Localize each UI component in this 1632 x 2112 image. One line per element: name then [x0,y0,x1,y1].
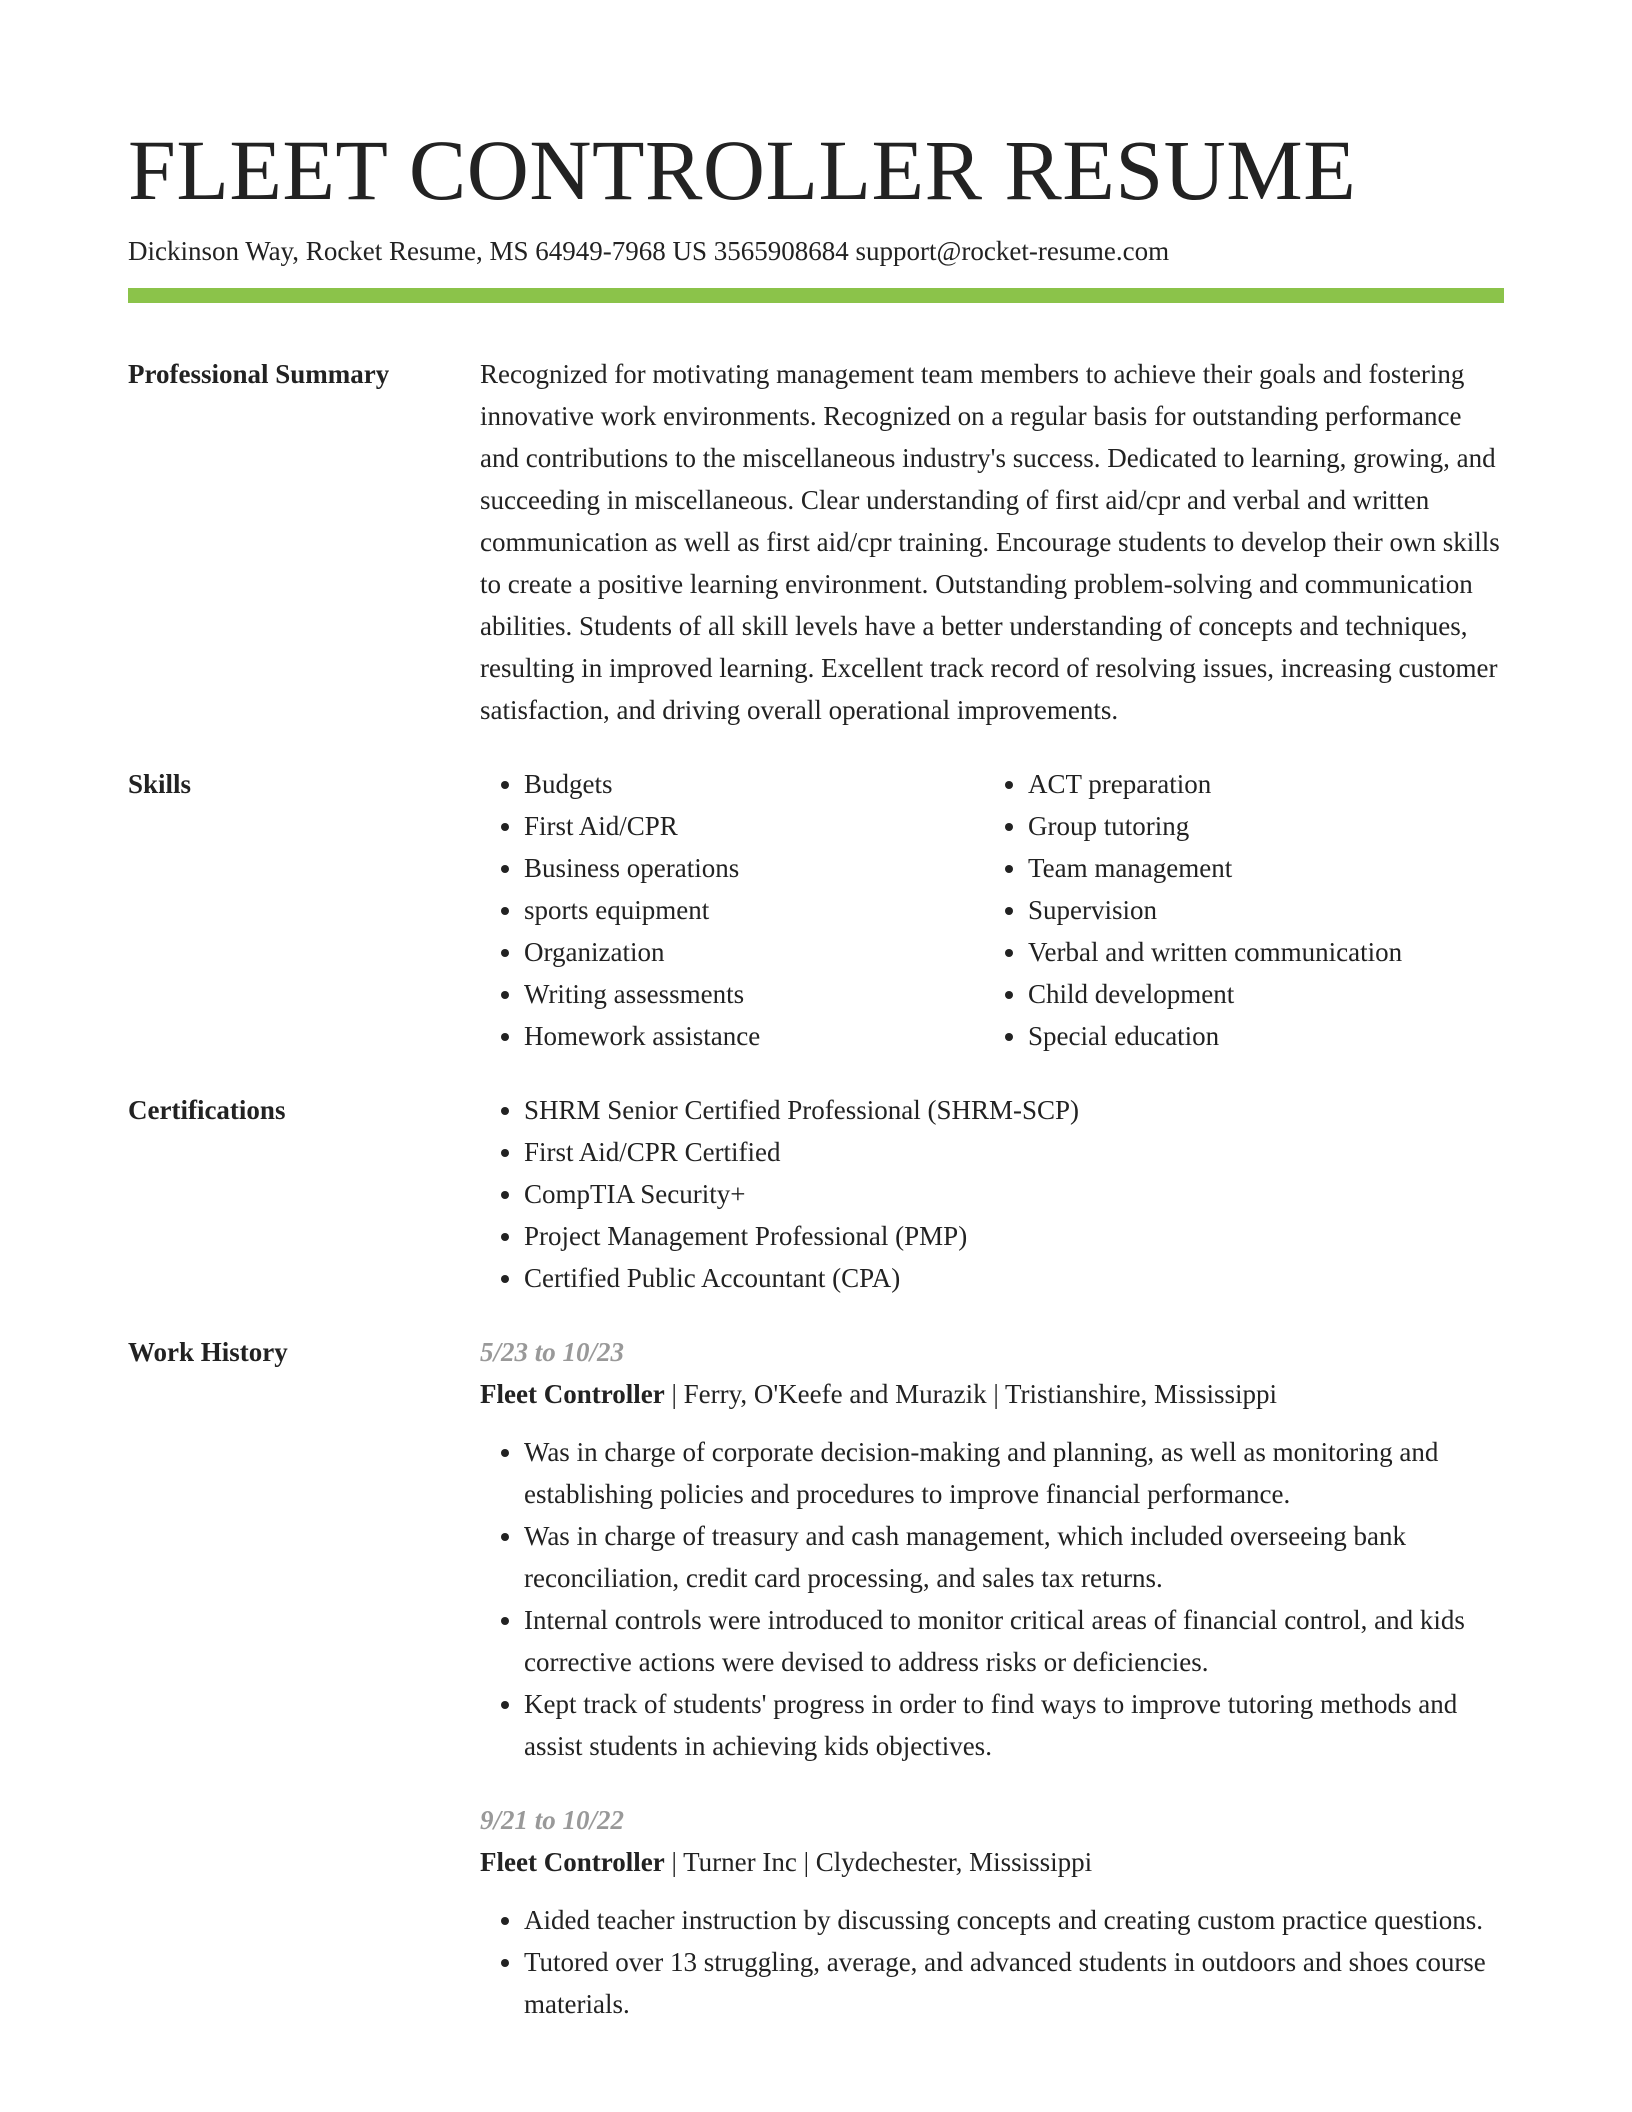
skill-item: • Supervision [1028,889,1488,931]
skill-item: • Homework assistance [524,1015,984,1057]
job-employer-location: | Ferry, O'Keefe and Murazik | Tristianshire, Mississippi [664,1379,1278,1409]
job-entry [480,1331,1504,1767]
skills-list-left [480,763,984,1057]
job-bullet: • Tutored over 13 struggling, average, and advanced students in outdoors and shoes course materials. [524,1941,1504,2025]
certification-item: • Certified Public Accountant (CPA) [524,1257,1504,1299]
header-divider [128,288,1504,303]
job-bullets [480,1899,1504,2025]
skill-item: • sports equipment [524,889,984,931]
certifications-section [128,1089,1504,1299]
job-title: Fleet Controller [480,1379,665,1409]
resume-page [128,0,1504,2057]
summary-section [128,353,1504,731]
certification-item: • Project Management Professional (PMP) [524,1215,1504,1257]
skill-item: • Budgets [524,763,984,805]
skill-item: • Team management [1028,847,1488,889]
skill-item: • ACT preparation [1028,763,1488,805]
skills-heading: Skills [128,769,192,799]
job-bullets [480,1431,1504,1767]
job-bullet: • Was in charge of treasury and cash management, which included overseeing bank reconciliation, credit card processing, and sales tax returns. [524,1515,1504,1599]
skill-item: • Child development [1028,973,1488,1015]
skill-item: • Special education [1028,1015,1488,1057]
summary-heading: Professional Summary [128,359,390,389]
certification-item: • SHRM Senior Certified Professional (SHRM-SCP) [524,1089,1504,1131]
certifications-list [480,1089,1504,1299]
skill-item: • Business operations [524,847,984,889]
job-entry [480,1799,1504,2025]
resume-title: FLEET CONTROLLER RESUME [128,122,1357,218]
job-bullet: • Kept track of students' progress in order to find ways to improve tutoring methods and assist students in achieving kids objectives. [524,1683,1504,1767]
certification-item: • CompTIA Security+ [524,1173,1504,1215]
contact-line: Dickinson Way, Rocket Resume, MS 64949-7968 US 3565908684 support@rocket-resume.com [128,236,1170,266]
summary-text: Recognized for motivating management team members to achieve their goals and fostering innovative work environments. Recognized on a regular basis for outstanding performance and contributions to the miscellaneous industry's success. Dedicated to learning, growing, and succeeding in miscellaneous. Clear understanding of first aid/cpr and verbal and written communication as well as first aid/cpr training. Encourage students to develop their own skills to create a positive learning environment. Outstanding problem-solving and communication abilities. Students of all skill levels have a better understanding of concepts and techniques, resulting in improved learning. Excellent track record of resolving issues, increasing customer satisfaction, and driving overall operational improvements. [480,359,1500,725]
skill-item: • Organization [524,931,984,973]
skill-item: • Verbal and written communication [1028,931,1488,973]
skills-section [128,763,1504,1057]
skill-item: • First Aid/CPR [524,805,984,847]
job-employer-location: | Turner Inc | Clydechester, Mississippi [664,1847,1093,1877]
job-bullet: • Internal controls were introduced to monitor critical areas of financial control, and kids corrective actions were devised to address risks or deficiencies. [524,1599,1504,1683]
skill-item: • Group tutoring [1028,805,1488,847]
job-heading [480,1841,1504,1883]
skill-item: • Writing assessments [524,973,984,1015]
job-dates: 5/23 to 10/23 [480,1337,625,1367]
job-title: Fleet Controller [480,1847,665,1877]
job-bullet: • Aided teacher instruction by discussing concepts and creating custom practice questions. [524,1899,1504,1941]
job-bullet: • Was in charge of corporate decision-making and planning, as well as monitoring and establishing policies and procedures to improve financial performance. [524,1431,1504,1515]
certification-item: • First Aid/CPR Certified [524,1131,1504,1173]
job-dates: 9/21 to 10/22 [480,1805,625,1835]
job-heading [480,1373,1504,1415]
work-history-section [128,1331,1504,2057]
skills-list-right [984,763,1488,1057]
work-history-heading: Work History [128,1337,288,1367]
certifications-heading: Certifications [128,1095,286,1125]
